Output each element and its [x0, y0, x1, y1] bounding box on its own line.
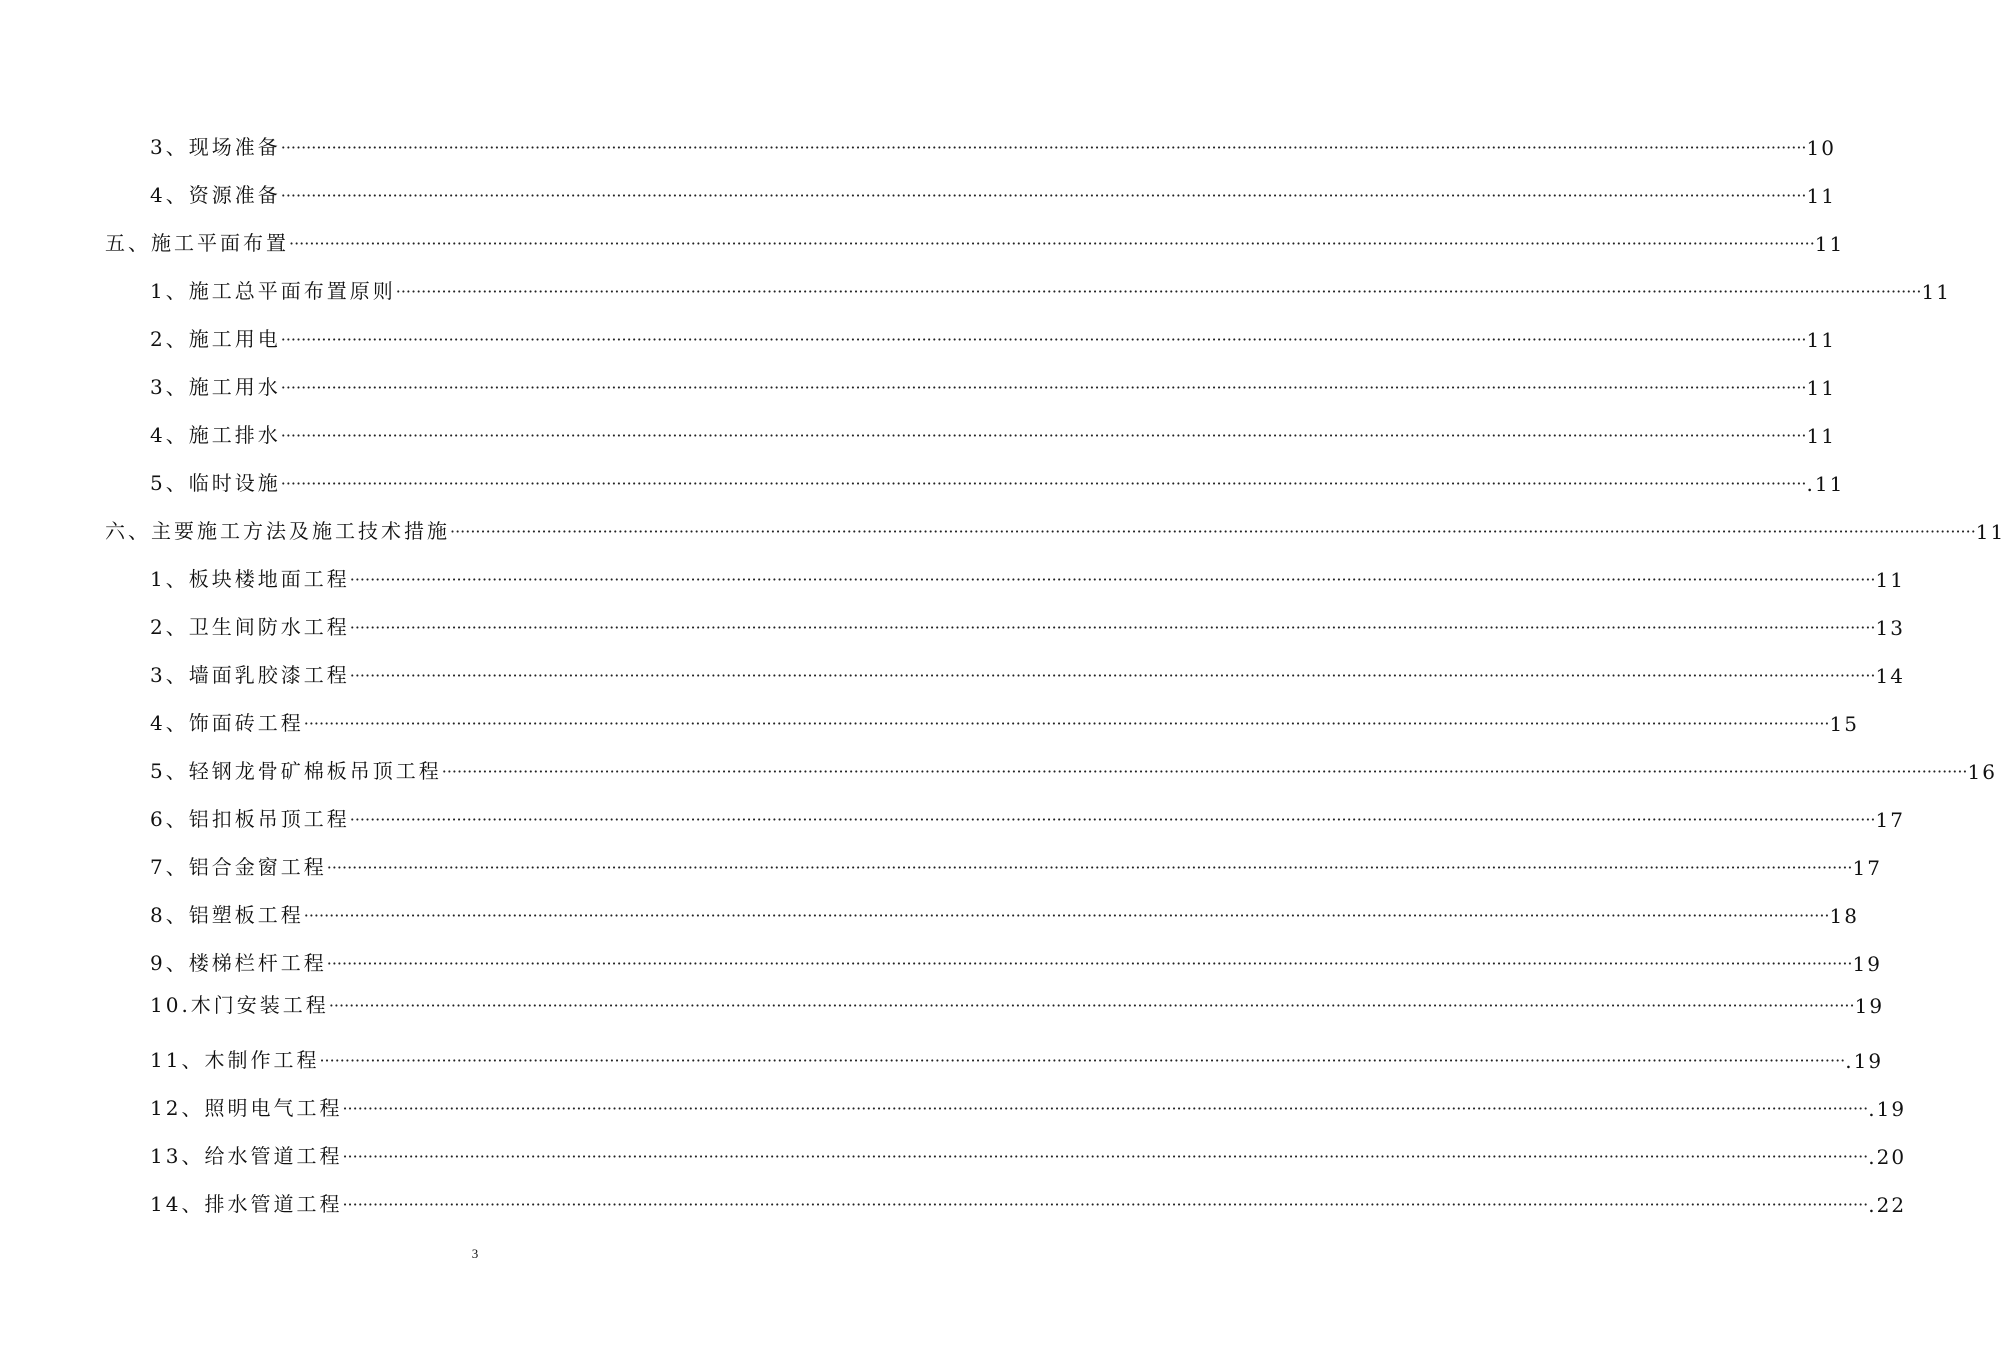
page-number: 3: [471, 1246, 479, 1261]
toc-entry[interactable]: [150, 610, 1905, 640]
toc-entry-page: .11: [1806, 472, 1845, 496]
toc-entry-title: 11、木制作工程: [150, 1048, 320, 1072]
toc-entry-page: .22: [1868, 1193, 1907, 1217]
toc-entry[interactable]: [150, 988, 1885, 1018]
toc-entry-title: 3、墙面乳胶漆工程: [150, 663, 350, 687]
toc-entry[interactable]: [150, 658, 1905, 688]
toc-dot-leader: ············································································································································································································································································································: [349, 618, 1876, 637]
toc-entry-title: 3、施工用水: [150, 375, 281, 399]
toc-entry-page: 14: [1875, 664, 1905, 688]
toc-entry[interactable]: [150, 322, 1836, 352]
toc-entry-title: 1、板块楼地面工程: [150, 567, 350, 591]
toc-entry[interactable]: [150, 418, 1836, 448]
toc-entry-page: 11: [1875, 568, 1905, 592]
toc-entry[interactable]: [150, 178, 1836, 208]
toc-entry[interactable]: [150, 802, 1905, 832]
toc-entry[interactable]: [105, 514, 2005, 544]
toc-entry-title: 4、资源准备: [150, 183, 281, 207]
toc-dot-leader: ············································································································································································································································································································: [280, 330, 1807, 349]
toc-dot-leader: ············································································································································································································································································································: [303, 906, 1830, 925]
toc-entry[interactable]: [150, 850, 1882, 880]
toc-entry-title: 5、轻钢龙骨矿棉板吊顶工程: [150, 759, 442, 783]
toc-entry-title: 4、施工排水: [150, 423, 281, 447]
toc-entry-title: 3、现场准备: [150, 135, 281, 159]
toc-entry-title: 6、铝扣板吊顶工程: [150, 807, 350, 831]
toc-entry-page: .19: [1868, 1097, 1907, 1121]
toc-entry-page: 19: [1854, 994, 1885, 1018]
toc-dot-leader: ············································································································································································································································································································: [395, 282, 1922, 301]
toc-dot-leader: ············································································································································································································································································································: [328, 996, 1855, 1015]
toc-entry-title: 10.木门安装工程: [150, 993, 329, 1017]
toc-dot-leader: ············································································································································································································································································································: [342, 1099, 1869, 1118]
toc-entry[interactable]: [150, 466, 1845, 496]
toc-entry[interactable]: [150, 562, 1905, 592]
toc-entry-page: 11: [1806, 424, 1836, 448]
toc-dot-leader: ············································································································································································································································································································: [280, 426, 1807, 445]
toc-entry-page: .19: [1845, 1049, 1884, 1073]
toc-entry-page: 19: [1852, 952, 1882, 976]
toc-dot-leader: ············································································································································································································································································································: [280, 138, 1807, 157]
toc-entry-title: 8、铝塑板工程: [150, 903, 304, 927]
toc-entry-page: 18: [1829, 904, 1859, 928]
toc-dot-leader: ············································································································································································································································································································: [326, 954, 1853, 973]
toc-entry-title: 5、临时设施: [150, 471, 281, 495]
toc-entry-page: 11: [1806, 328, 1836, 352]
toc-entry-title: 7、铝合金窗工程: [150, 855, 327, 879]
toc-entry-page: 17: [1875, 808, 1905, 832]
toc-entry-title: 六、主要施工方法及施工技术措施: [105, 519, 450, 543]
toc-dot-leader: ············································································································································································································································································································: [326, 858, 1853, 877]
toc-entry[interactable]: [150, 1139, 1907, 1169]
toc-entry-page: 11: [1921, 280, 1951, 304]
toc-dot-leader: ············································································································································································································································································································: [349, 810, 1876, 829]
toc-entry-title: 9、楼梯栏杆工程: [150, 951, 327, 975]
toc-entry-page: 10: [1806, 136, 1836, 160]
toc-dot-leader: ············································································································································································································································································································: [319, 1051, 1846, 1070]
toc-entry-page: .20: [1868, 1145, 1907, 1169]
toc-entry-page: 11: [1975, 520, 2005, 544]
toc-entry[interactable]: [150, 274, 1951, 304]
toc-entry-page: 11: [1814, 232, 1845, 256]
toc-entry-title: 1、施工总平面布置原则: [150, 279, 396, 303]
toc-entry[interactable]: [150, 1043, 1884, 1073]
toc-entry[interactable]: [150, 898, 1859, 928]
toc-entry[interactable]: [150, 1187, 1907, 1217]
toc-entry[interactable]: [150, 370, 1836, 400]
toc-entry-page: 17: [1852, 856, 1882, 880]
toc-entry-page: 13: [1875, 616, 1905, 640]
toc-entry-title: 12、照明电气工程: [150, 1096, 343, 1120]
toc-dot-leader: ············································································································································································································································································································: [349, 666, 1876, 685]
toc-dot-leader: ············································································································································································································································································································: [280, 474, 1807, 493]
toc-entry-page: 16: [1967, 760, 1997, 784]
toc-dot-leader: ············································································································································································································································································································: [441, 762, 1968, 781]
toc-dot-leader: ············································································································································································································································································································: [450, 522, 1976, 541]
toc-entry[interactable]: [150, 1091, 1907, 1121]
toc-entry[interactable]: [105, 226, 1845, 256]
toc-entry[interactable]: [150, 754, 1997, 784]
toc-entry-title: 五、施工平面布置: [105, 231, 289, 255]
toc-entry[interactable]: [150, 130, 1836, 160]
toc-dot-leader: ············································································································································································································································································································: [342, 1147, 1869, 1166]
toc-dot-leader: ············································································································································································································································································································: [280, 378, 1807, 397]
toc-entry-page: 15: [1829, 712, 1859, 736]
toc-entry-title: 13、给水管道工程: [150, 1144, 343, 1168]
toc-dot-leader: ············································································································································································································································································································: [280, 186, 1807, 205]
toc-entry-title: 2、施工用电: [150, 327, 281, 351]
toc-entry-page: 11: [1806, 376, 1836, 400]
toc-entry[interactable]: [150, 946, 1882, 976]
toc-entry-title: 4、饰面砖工程: [150, 711, 304, 735]
toc-entry[interactable]: [150, 706, 1859, 736]
toc-entry-title: 2、卫生间防水工程: [150, 615, 350, 639]
toc-entry-page: 11: [1806, 184, 1836, 208]
toc-dot-leader: ············································································································································································································································································································: [303, 714, 1830, 733]
toc-entry-title: 14、排水管道工程: [150, 1192, 343, 1216]
toc-dot-leader: ············································································································································································································································································································: [289, 234, 1815, 253]
toc-dot-leader: ············································································································································································································································································································: [342, 1195, 1869, 1214]
toc-dot-leader: ············································································································································································································································································································: [349, 570, 1876, 589]
